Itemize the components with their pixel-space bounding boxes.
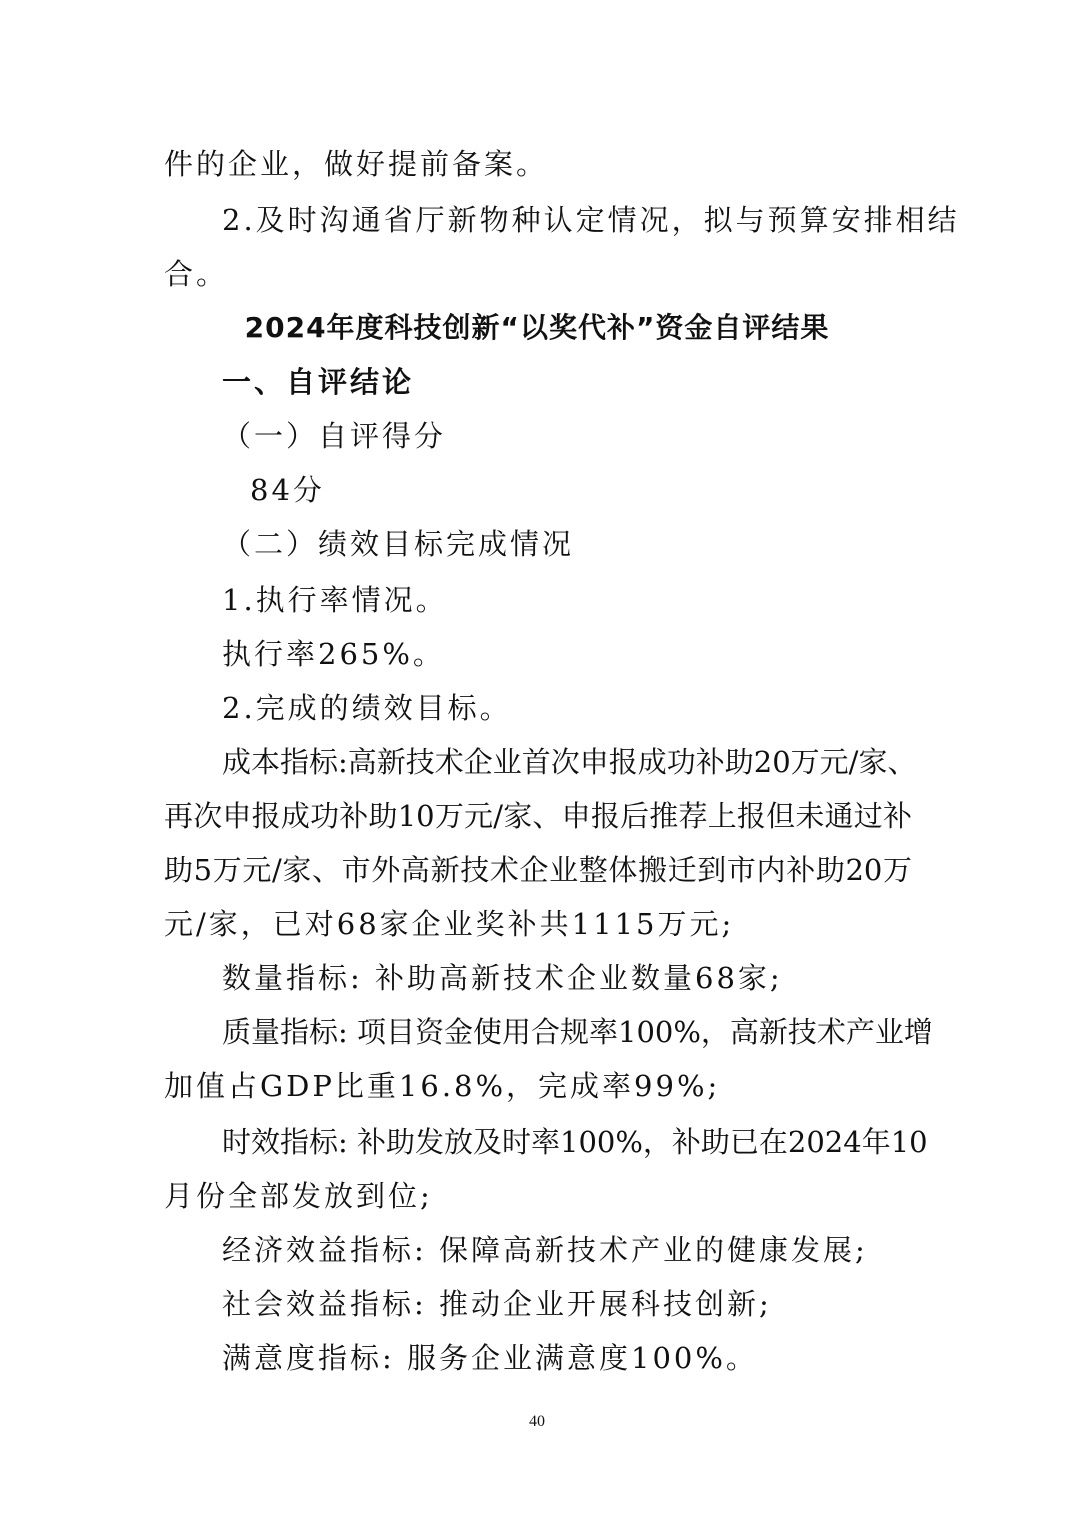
paragraph-line: 助5万元/家、市外高新技术企业整体搬迁到市内补助20万: [164, 853, 912, 887]
paragraph-line: 社会效益指标: 推动企业开展科技创新;: [222, 1287, 772, 1321]
page-number: 40: [529, 1413, 545, 1430]
score-value: 84分: [250, 473, 325, 507]
paragraph-line: 月份全部发放到位;: [164, 1179, 433, 1213]
paragraph-line: 2.及时沟通省厅新物种认定情况，拟与预算安排相结: [222, 203, 960, 237]
list-item-heading: 2.完成的绩效目标。: [222, 691, 512, 725]
paragraph-line: 件的企业，做好提前备案。: [164, 147, 549, 181]
paragraph-line: 成本指标:高新技术企业首次申报成功补助20万元/家、: [222, 745, 917, 779]
section-title: 2024年度科技创新“以奖代补”资金自评结果: [244, 311, 830, 344]
paragraph-line: 再次申报成功补助10万元/家、申报后推荐上报但未通过补: [164, 799, 912, 833]
heading-level-1: 一、自评结论: [222, 365, 415, 399]
paragraph-line: 满意度指标: 服务企业满意度100%。: [222, 1341, 758, 1375]
list-item-heading: 1.执行率情况。: [222, 583, 448, 617]
paragraph-line: 执行率265%。: [222, 637, 445, 671]
paragraph-line: 经济效益指标: 保障高新技术产业的健康发展;: [222, 1233, 868, 1267]
heading-level-2: （二）绩效目标完成情况: [222, 527, 575, 561]
heading-level-2: （一）自评得分: [222, 419, 447, 453]
paragraph-line: 合。: [164, 257, 229, 291]
paragraph-line: 元/家，已对68家企业奖补共1115万元;: [164, 907, 735, 941]
paragraph-line: 质量指标: 项目资金使用合规率100%，高新技术产业增: [222, 1015, 933, 1049]
paragraph-line: 数量指标: 补助高新技术企业数量68家;: [222, 961, 783, 995]
paragraph-line: 加值占GDP比重16.8%，完成率99%;: [164, 1069, 721, 1103]
paragraph-line: 时效指标: 补助发放及时率100%，补助已在2024年10: [222, 1125, 928, 1159]
